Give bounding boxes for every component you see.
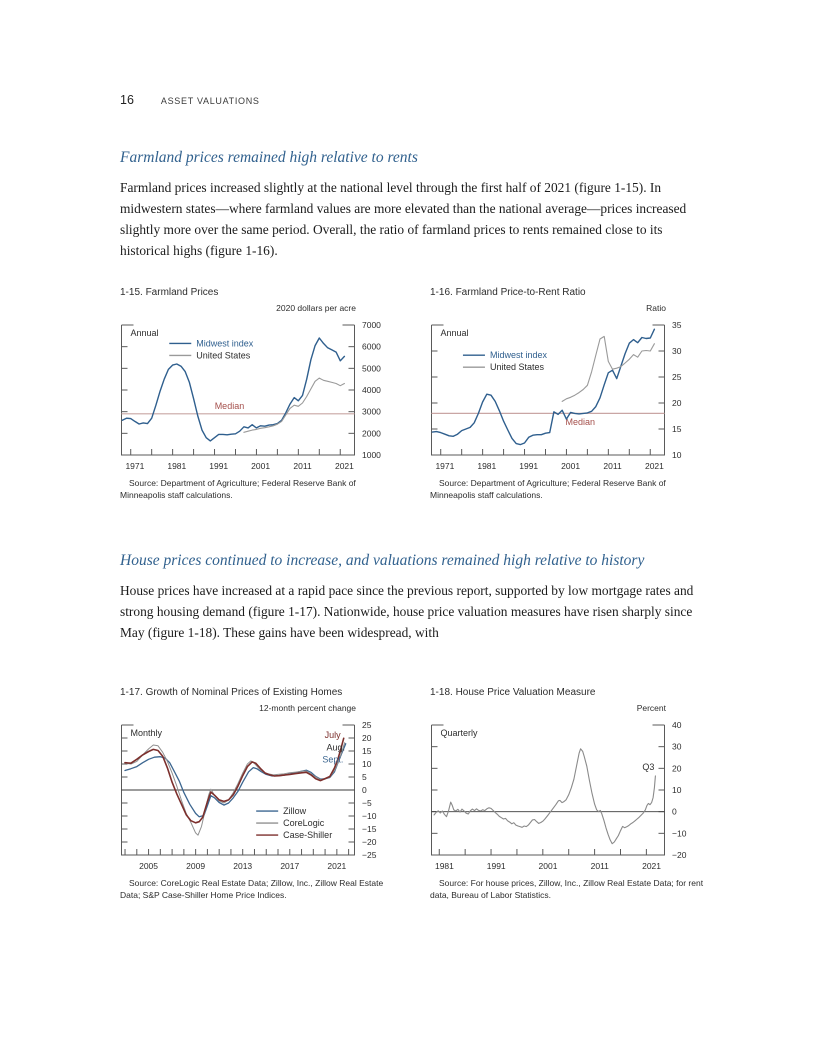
- x-axis-label: 2001: [538, 861, 558, 871]
- page-number: 16: [120, 93, 134, 107]
- x-axis-label: 2009: [186, 861, 206, 871]
- chart-source: Source: For house prices, Zillow, Inc., Zillow Real Estate Data; for rent data, Bureau of Labor Statistics.: [430, 878, 704, 900]
- chart-source: Source: CoreLogic Real Estate Data; Zillow, Inc., Zillow Real Estate Data; S&P Case-Shiller Home Price Indices.: [120, 878, 384, 900]
- chart-source: Source: Department of Agriculture; Federal Reserve Bank of Minneapolis staff calculations.: [120, 478, 356, 500]
- y-axis-label: 4000: [362, 385, 381, 395]
- chart-unit-label: Ratio: [646, 303, 666, 313]
- paragraph-farmland: Farmland prices increased slightly at the national level through the first half of 2021 (figure 1-15). In midwestern states—where farmland values are more elevated than the national average—prices increased slightly more over the same period. Overall, the ratio of farmland prices to rents remained close to its historical highs (figure 1-16).: [120, 180, 687, 258]
- y-axis-label: 5: [362, 772, 367, 782]
- chart-title: 1-18. House Price Valuation Measure: [430, 687, 596, 698]
- paragraph-house-prices: House prices have increased at a rapid pace since the previous report, supported by low mortgage rates and strong housing demand (figure 1-17). Nationwide, house price valuation measures have risen sharply since May (figure 1-18). These gains have been widespread, with: [120, 583, 694, 640]
- chart-canvas-1-17: [120, 715, 392, 873]
- annotation-aug-: Aug.: [326, 742, 346, 753]
- y-axis-label: −10: [672, 828, 687, 839]
- y-axis-label: 30: [672, 741, 682, 752]
- chart-canvas-1-16: [430, 315, 702, 473]
- chart-source: Source: Department of Agriculture; Federal Reserve Bank of Minneapolis staff calculations.: [430, 478, 666, 500]
- x-axis-label: 2021: [642, 861, 662, 871]
- chart-1-17-canvas: [120, 715, 392, 873]
- series-case-shiller: [125, 738, 344, 823]
- y-axis-label: 10: [672, 450, 682, 460]
- chart-frame: [432, 725, 665, 855]
- y-axis-label: 15: [362, 746, 372, 756]
- legend-label: United States: [489, 362, 544, 373]
- chart-unit-label: Percent: [636, 703, 666, 713]
- x-axis-label: 1991: [486, 861, 506, 871]
- legend-label: Midwest index: [196, 338, 254, 349]
- legend-label: Zillow: [283, 806, 307, 817]
- x-axis-label: 2011: [603, 461, 622, 471]
- y-axis-label: −20: [362, 837, 377, 847]
- chart-1-15-canvas: [120, 315, 392, 473]
- chart-title: 1-15. Farmland Prices: [120, 287, 219, 298]
- x-axis-label: 2011: [590, 861, 609, 871]
- x-axis-label: 1981: [434, 861, 454, 871]
- frequency-label: Monthly: [130, 728, 163, 738]
- page-header: [120, 91, 260, 109]
- y-axis-label: −20: [672, 850, 687, 860]
- y-axis-label: 20: [672, 398, 682, 408]
- series-midwest-index: [432, 329, 654, 444]
- y-axis-label: 0: [672, 806, 677, 817]
- legend-label: Midwest index: [489, 350, 547, 361]
- x-axis-label: 2021: [334, 461, 354, 471]
- figure-1-18: [430, 686, 706, 901]
- annotation-q3: Q3: [642, 761, 655, 772]
- x-axis-label: 1981: [477, 461, 497, 471]
- figure-1-17: [120, 686, 396, 901]
- y-axis-label: 20: [672, 763, 682, 774]
- figure-1-15: [120, 286, 396, 501]
- x-axis-label: 2017: [280, 861, 300, 871]
- series-price-to-rent-valuation: [434, 749, 655, 844]
- x-axis-label: 1971: [435, 461, 455, 471]
- chart-unit-label: 2020 dollars per acre: [276, 303, 356, 313]
- y-axis-label: 0: [362, 785, 367, 795]
- y-axis-label: 25: [362, 720, 372, 730]
- y-axis-label: 6000: [362, 341, 381, 352]
- y-axis-label: 3000: [362, 406, 381, 417]
- figure-1-16: [430, 286, 706, 501]
- annotation-sept-: Sept.: [322, 754, 344, 765]
- y-axis-label: 30: [672, 346, 682, 356]
- series-united-states: [244, 378, 345, 432]
- x-axis-label: 2021: [644, 461, 664, 471]
- y-axis-label: 10: [672, 785, 682, 795]
- y-axis-label: 2000: [362, 428, 381, 439]
- median-label: Median: [565, 417, 596, 428]
- frequency-label: Quarterly: [440, 728, 478, 738]
- x-axis-label: 1991: [519, 461, 539, 471]
- chart-title: 1-16. Farmland Price-to-Rent Ratio: [430, 287, 586, 298]
- frequency-label: Annual: [130, 328, 159, 338]
- y-axis-label: 25: [672, 372, 682, 382]
- annotation-july: July: [324, 730, 341, 740]
- y-axis-label: −15: [362, 824, 377, 834]
- y-axis-label: −25: [362, 850, 377, 860]
- x-axis-label: 2021: [327, 861, 347, 871]
- x-axis-label: 2001: [251, 461, 271, 471]
- chart-frame: [432, 325, 665, 455]
- y-axis-label: 40: [672, 720, 682, 730]
- x-axis-label: 2011: [293, 461, 312, 471]
- chart-unit-label: 12-month percent change: [259, 703, 356, 713]
- series-zillow: [125, 744, 346, 817]
- x-axis-label: 1981: [167, 461, 187, 471]
- y-axis-label: −5: [362, 798, 372, 808]
- chart-1-16-canvas: [430, 315, 702, 473]
- y-axis-label: 35: [672, 320, 682, 330]
- x-axis-label: 1991: [209, 461, 229, 471]
- chart-canvas-1-15: [120, 315, 392, 473]
- chart-title: 1-17. Growth of Nominal Prices of Existing Homes: [120, 687, 343, 698]
- x-axis-label: 2005: [139, 861, 159, 871]
- chart-1-18-canvas: [430, 715, 702, 873]
- median-label: Median: [214, 400, 245, 411]
- section-heading-house-prices: House prices continued to increase, and valuations remained high relative to history: [120, 552, 645, 569]
- x-axis-label: 2013: [233, 861, 253, 871]
- y-axis-label: 10: [362, 759, 372, 769]
- y-axis-label: 20: [362, 733, 372, 743]
- legend-label: United States: [196, 350, 251, 361]
- section-heading-farmland: Farmland prices remained high relative to rents: [120, 149, 418, 166]
- y-axis-label: 5000: [362, 363, 381, 374]
- y-axis-label: 1000: [362, 450, 381, 460]
- running-head: ASSET VALUATIONS: [160, 96, 260, 106]
- legend-label: Case-Shiller: [283, 830, 333, 841]
- chart-canvas-1-18: [430, 715, 702, 873]
- y-axis-label: −10: [362, 811, 377, 821]
- frequency-label: Annual: [440, 328, 469, 338]
- y-axis-label: 15: [672, 424, 682, 434]
- y-axis-label: 7000: [362, 320, 381, 330]
- series-united-states: [562, 336, 654, 401]
- x-axis-label: 2001: [561, 461, 581, 471]
- x-axis-label: 1971: [125, 461, 145, 471]
- legend-label: CoreLogic: [283, 818, 325, 829]
